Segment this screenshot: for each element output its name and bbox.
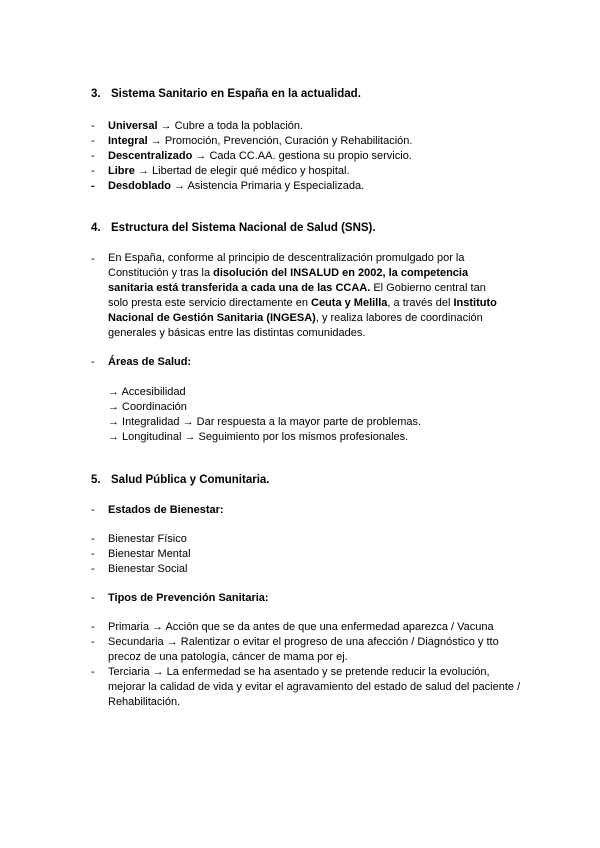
bullet-dash: - (91, 356, 95, 368)
bullet-dash: - (91, 563, 95, 575)
s3-item-desc: → Promoción, Prevención, Curación y Rehabilitación. (147, 135, 413, 147)
bullet-dash: - (91, 504, 95, 516)
s4-paragraph (108, 251, 508, 341)
s3-item-term: Desdoblado (108, 180, 171, 192)
estado-text: Bienestar Social (108, 563, 188, 575)
s3-item-term: Descentralizado (108, 150, 193, 162)
area-item: → Integralidad → Dar respuesta a la mayor parte de problemas. (108, 416, 422, 428)
bullet-dash: - (91, 621, 95, 633)
bullet-dash: - (91, 533, 95, 545)
s4-para-bold: la competencia sanitaria está transferida a cada una de las CCAA. (108, 267, 469, 294)
s4-para-text: , a través del (387, 297, 454, 309)
tipo-line: Primaria → Acción que se da antes de que una enfermedad aparezca / Vacuna (108, 621, 494, 633)
section-3-title: Sistema Sanitario en España en la actualidad. (111, 88, 361, 100)
estado-text: Bienestar Mental (108, 548, 191, 560)
s3-item-desc: → Cubre a toda la población. (157, 120, 304, 132)
section-4-title: Estructura del Sistema Nacional de Salud (SNS). (111, 222, 376, 234)
s3-item-desc: → Asistencia Primaria y Especializada. (170, 180, 365, 192)
s4-para-bold: Instituto Nacional de Gestión Sanitaria (INGESA) (108, 297, 497, 324)
area-item: → Accesibilidad (108, 386, 186, 398)
bullet-dash: - (91, 253, 95, 265)
estados-title: Estados de Bienestar: (108, 504, 224, 516)
tipo-line: Rehabilitación. (108, 696, 181, 708)
section-3-number: 3. (91, 88, 101, 100)
s4-para-bold: Ceuta y Melilla (311, 297, 388, 309)
s3-item-term: Universal (108, 120, 158, 132)
area-item: → Coordinación (108, 401, 187, 413)
section-5-number: 5. (91, 474, 101, 486)
s4-para-text: , y realiza labores de coordinación generales y básicas entre las distintas comunidades. (108, 312, 483, 339)
bullet-dash: - (91, 150, 95, 162)
bullet-dash: - (91, 666, 95, 678)
tipo-line: Terciaria → La enfermedad se ha asentado y se pretende reducir la evolución, (108, 666, 490, 678)
estado-text: Bienestar Físico (108, 533, 187, 545)
tipo-line: mejorar la calidad de vida y evitar el agravamiento del estado de salud del paciente / (108, 681, 521, 693)
s3-item-desc: → Libertad de elegir qué médico y hospital. (134, 165, 350, 177)
s4-para-bold: disolución del INSALUD en 2002 (213, 267, 383, 279)
s3-item-term: Integral (108, 135, 148, 147)
section-3-heading (91, 88, 361, 100)
tipo-line: precoz de una patología, cáncer de mama por ej. (108, 651, 348, 663)
section-4-number: 4. (91, 222, 101, 234)
bullet-dash: - (91, 548, 95, 560)
s4-para-text: En España, conforme al principio de descentralización promulgado por la Constitución y tras la (108, 252, 465, 279)
bullet-dash: - (91, 120, 95, 132)
section-5-heading (91, 474, 269, 486)
bullet-dash: - (91, 592, 95, 604)
bullet-dash: - (91, 636, 95, 648)
s3-item-term: Libre (108, 165, 135, 177)
tipos-title: Tipos de Prevención Sanitaria: (108, 592, 269, 604)
tipo-line: Secundaria → Ralentizar o evitar el progreso de una afección / Diagnóstico y tto (108, 636, 499, 648)
section-4-heading (91, 222, 376, 234)
bullet-dash: - (91, 180, 95, 192)
area-item: → Longitudinal → Seguimiento por los mismos profesionales. (108, 431, 409, 443)
bullet-dash: - (91, 165, 95, 177)
s4-para-text: El Gobierno central tan solo presta este servicio directamente en (108, 282, 486, 309)
s4-para-text: , (382, 267, 389, 279)
areas-title: Áreas de Salud: (108, 356, 192, 368)
bullet-dash: - (91, 135, 95, 147)
s3-item-desc: → Cada CC.AA. gestiona su propio servicio. (192, 150, 412, 162)
section-5-title: Salud Pública y Comunitaria. (111, 474, 270, 486)
